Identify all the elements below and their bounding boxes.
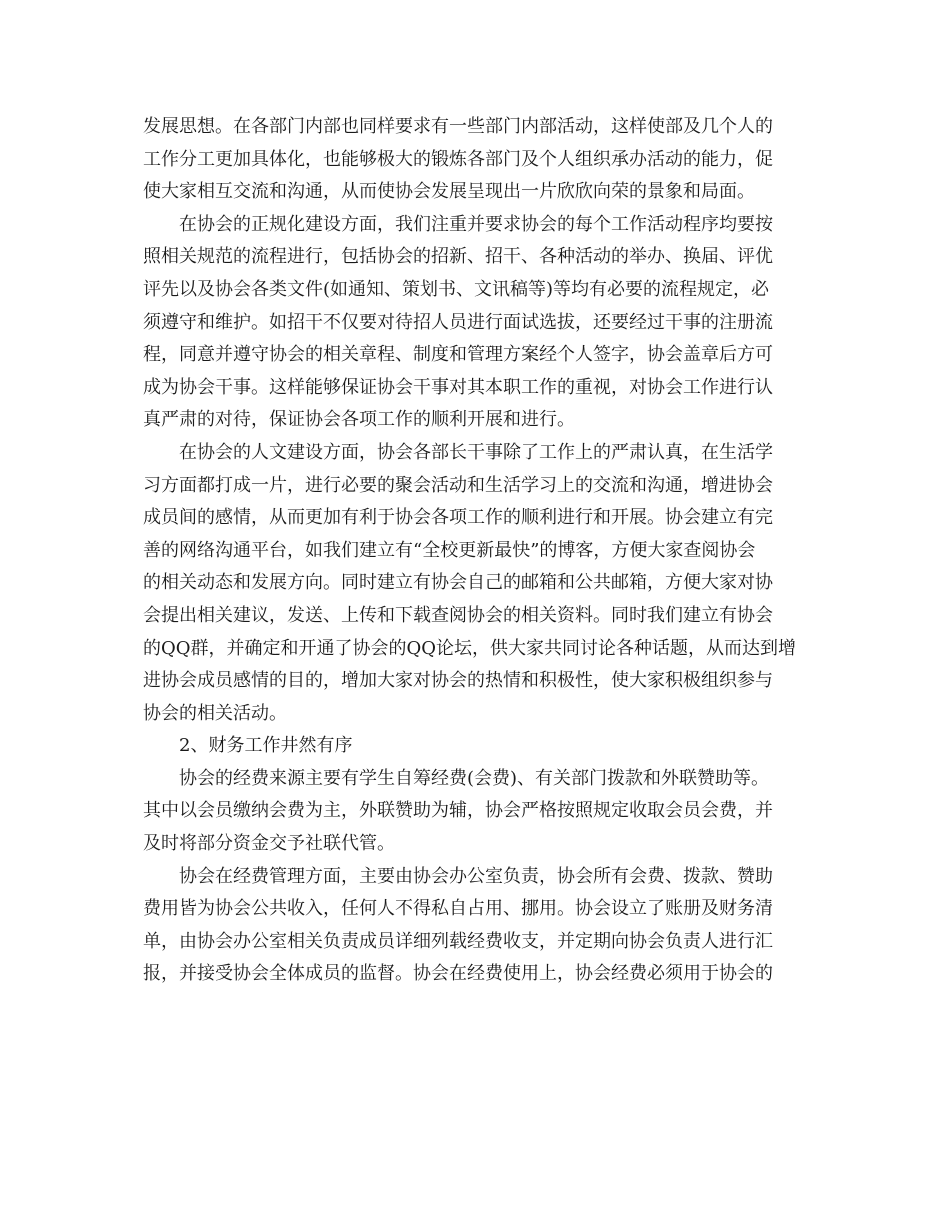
text-line: 单，由协会办公室相关负责成员详细列载经费收支，并定期向协会负责人进行汇 [143, 930, 773, 952]
text-line: 其中以会员缴纳会费为主，外联赞助为辅，协会严格按照规定收取会员会费，并 [143, 800, 773, 822]
text-line: 真严肃的对待，保证协会各项工作的顺利开展和进行。 [143, 409, 575, 431]
text-line: 发展思想。在各部门内部也同样要求有一些部门内部活动，这样使部及几个人的 [143, 116, 773, 137]
text-line: 评先以及协会各类文件(如通知、策划书、文讯稿等)等均有必要的流程规定，必 [143, 278, 770, 300]
text-line: 的相关动态和发展方向。同时建立有协会自己的邮箱和公共邮箱，方便大家对协 [143, 572, 773, 594]
paragraph-start-line: 协会的经费来源主要有学生自筹经费(会费)、有关部门拨款和外联赞助等。 [179, 767, 770, 789]
text-line: 报，并接受协会全体成员的监督。协会在经费使用上，协会经费必须用于协会的 [143, 963, 773, 985]
text-line: 程，同意并遵守协会的相关章程、制度和管理方案经个人签字，协会盖章后方可 [143, 344, 773, 366]
text-line: 协会的相关活动。 [143, 702, 287, 724]
paragraph-start-line: 协会在经费管理方面，主要由协会办公室负责，协会所有会费、拨款、赞助 [179, 865, 773, 887]
paragraph-start-line: 在协会的人文建设方面，协会各部长干事除了工作上的严肃认真，在生活学 [179, 441, 773, 463]
text-line: 照相关规范的流程进行，包括协会的招新、招干、各种活动的举办、换届、评优 [143, 246, 773, 268]
text-line: 进协会成员感情的目的，增加大家对协会的热情和积极性，使大家积极组织参与 [143, 670, 773, 692]
text-line: 费用皆为协会公共收入，任何人不得私自占用、挪用。协会设立了账册及财务清 [143, 898, 773, 920]
text-line: 善的网络沟通平台，如我们建立有“全校更新最快”的博客，方便大家查阅协会 [143, 539, 756, 561]
text-line: 成为协会干事。这样能够保证协会干事对其本职工作的重视，对协会工作进行认 [143, 376, 773, 398]
text-line: 成员间的感情，从而更加有利于协会各项工作的顺利进行和开展。协会建立有完 [143, 507, 773, 529]
text-line: 及时将部分资金交予社联代管。 [143, 833, 395, 855]
text-line: 的QQ群，并确定和开通了协会的QQ论坛，供大家共同讨论各种话题，从而达到增 [143, 637, 797, 659]
text-line: 须遵守和维护。如招干不仅要对待招人员进行面试选拔，还要经过干事的注册流 [143, 311, 773, 333]
paragraph-start-line: 在协会的正规化建设方面，我们注重并要求协会的每个工作活动程序均要按 [179, 213, 773, 235]
body-text [143, 111, 795, 991]
text-line: 会提出相关建议，发送、上传和下载查阅协会的相关资料。同时我们建立有协会 [143, 604, 773, 626]
text-line: 工作分工更加具体化，也能够极大的锻炼各部门及个人组织承办活动的能力，促 [143, 148, 773, 170]
section-heading: 2、财务工作井然有序 [179, 735, 353, 757]
text-line: 使大家相互交流和沟通，从而使协会发展呈现出一片欣欣向荣的景象和局面。 [143, 181, 755, 203]
text-line: 习方面都打成一片，进行必要的聚会活动和生活学习上的交流和沟通，增进协会 [143, 474, 773, 496]
